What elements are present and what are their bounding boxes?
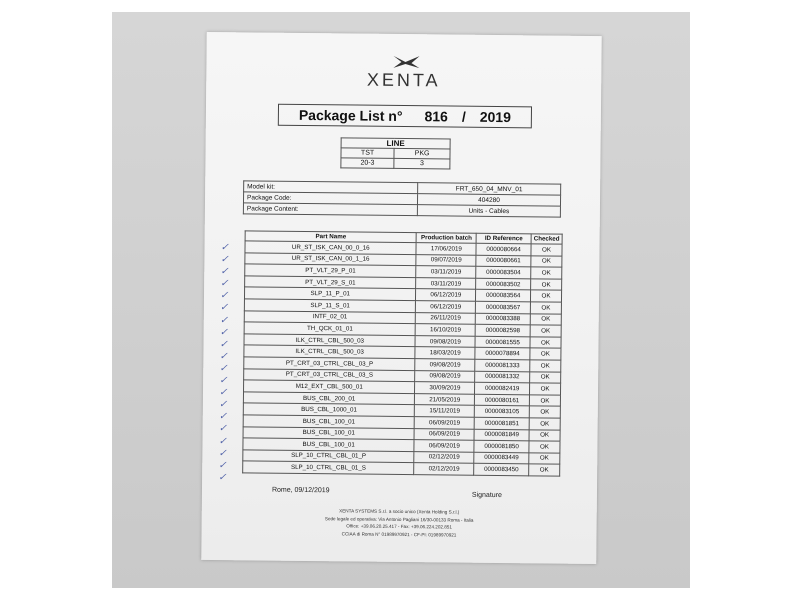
table-cell: 17/06/2019 bbox=[416, 243, 476, 255]
brand-name: XENTA bbox=[366, 69, 441, 91]
table-cell: 0000082419 bbox=[475, 382, 530, 394]
table-cell: TH_QCK_01_01 bbox=[244, 322, 416, 335]
table-cell: BUS_CBL_100_01 bbox=[243, 426, 415, 439]
table-cell: OK bbox=[529, 441, 560, 453]
model-row bbox=[243, 203, 560, 217]
company-info-line: Office: +39.06.20.25.417 - Fax: +39.06.224.202.851 bbox=[346, 523, 452, 530]
check-mark-icon: ✓ bbox=[218, 459, 227, 471]
table-cell: 21/05/2019 bbox=[415, 393, 475, 405]
check-mark-icon: ✓ bbox=[219, 290, 229, 302]
table-cell: INTF_02_01 bbox=[244, 310, 416, 323]
table-cell: SLP_10_CTRL_CBL_01_P bbox=[243, 450, 415, 463]
table-cell: PT_VLT_29_S_01 bbox=[245, 276, 417, 289]
title-slash: / bbox=[461, 108, 466, 125]
table-cell: 06/09/2019 bbox=[414, 428, 474, 440]
table-cell: 0000083105 bbox=[475, 406, 530, 418]
line-col-pkg: PKG bbox=[394, 148, 450, 159]
check-mark-icon: ✓ bbox=[219, 302, 229, 314]
check-mark-icon: ✓ bbox=[219, 350, 228, 363]
parts-column-header: Checked bbox=[531, 234, 562, 244]
line-val-tst: 20-3 bbox=[341, 158, 394, 169]
table-cell: UR_ST_ISK_CAN_00_0_16 bbox=[245, 241, 417, 254]
table-cell: PT_CRT_03_CTRL_CBL_03_S bbox=[244, 368, 416, 381]
check-mark-icon: ✓ bbox=[219, 326, 229, 338]
model-value: FRT_650_04_MNV_01 bbox=[418, 183, 561, 195]
title-number: 816 bbox=[424, 108, 448, 125]
handwritten-check-marks bbox=[218, 242, 243, 482]
table-cell: OK bbox=[530, 313, 561, 325]
table-cell: 26/11/2019 bbox=[416, 312, 476, 324]
table-cell: 06/09/2019 bbox=[414, 440, 474, 452]
table-cell: 09/08/2019 bbox=[415, 359, 475, 371]
table-cell: 0000083567 bbox=[476, 301, 531, 313]
table-cell: OK bbox=[529, 395, 560, 407]
table-cell: 06/09/2019 bbox=[415, 417, 475, 429]
table-cell: BUS_CBL_100_01 bbox=[243, 415, 415, 428]
table-cell: 0000081849 bbox=[474, 429, 529, 441]
table-row bbox=[243, 461, 560, 476]
table-cell: OK bbox=[530, 325, 561, 337]
table-cell: OK bbox=[531, 255, 562, 267]
check-mark-icon: ✓ bbox=[218, 387, 228, 399]
table-cell: 02/12/2019 bbox=[414, 463, 474, 475]
table-cell: ILK_CTRL_CBL_500_03 bbox=[244, 334, 416, 347]
table-cell: 0000081851 bbox=[474, 417, 529, 429]
table-cell: 0000081332 bbox=[475, 371, 530, 383]
table-cell: 06/12/2019 bbox=[416, 301, 476, 313]
table-cell: 0000083502 bbox=[476, 278, 531, 290]
table-cell: OK bbox=[530, 383, 561, 395]
company-info bbox=[201, 506, 596, 540]
table-cell: 0000081555 bbox=[475, 336, 530, 348]
table-cell: 0000081850 bbox=[474, 440, 529, 452]
xenta-logo-icon bbox=[389, 54, 423, 70]
check-mark-icon: ✓ bbox=[219, 363, 228, 375]
table-cell: OK bbox=[529, 418, 560, 430]
model-info-table bbox=[243, 180, 561, 217]
table-cell: OK bbox=[530, 360, 561, 372]
model-value: Units - Cables bbox=[417, 205, 560, 217]
package-list-document bbox=[201, 32, 602, 564]
check-mark-icon: ✓ bbox=[218, 471, 227, 483]
line-col-tst: TST bbox=[341, 148, 394, 159]
table-cell: SLP_10_CTRL_CBL_01_S bbox=[243, 461, 415, 474]
check-mark-icon: ✓ bbox=[220, 242, 229, 254]
table-cell: 0000083504 bbox=[476, 266, 531, 278]
table-cell: BUS_CBL_200_01 bbox=[243, 392, 415, 405]
table-cell: OK bbox=[531, 279, 562, 291]
table-cell: 0000082598 bbox=[475, 324, 530, 336]
parts-table bbox=[242, 230, 563, 476]
table-cell: 18/03/2019 bbox=[415, 347, 475, 359]
table-cell: OK bbox=[529, 406, 560, 418]
table-cell: OK bbox=[529, 429, 560, 441]
line-val-pkg: 3 bbox=[394, 158, 450, 169]
table-cell: 0000083564 bbox=[476, 290, 531, 302]
table-cell: ILK_CTRL_CBL_500_03 bbox=[244, 345, 416, 358]
model-value: 404280 bbox=[417, 194, 560, 206]
model-label: Package Code: bbox=[243, 192, 417, 205]
check-mark-icon: ✓ bbox=[218, 399, 228, 411]
table-cell: M12_EXT_CBL_500_01 bbox=[244, 380, 416, 393]
table-cell: 30/09/2019 bbox=[415, 382, 475, 394]
table-cell: OK bbox=[531, 267, 562, 279]
check-mark-icon: ✓ bbox=[218, 423, 228, 435]
company-info-line: XENTA SYSTEMS S.r.l. a socio unico (Xenta Holding S.r.l.) bbox=[339, 508, 460, 515]
table-cell: OK bbox=[529, 453, 560, 465]
company-info-line: CCIAA di Roma N° 01989970921 - CF-PI: 01989970921 bbox=[341, 530, 457, 538]
table-cell: PT_CRT_03_CTRL_CBL_03_P bbox=[244, 357, 416, 370]
table-cell: OK bbox=[530, 302, 561, 314]
table-cell: BUS_CBL_1000_01 bbox=[243, 403, 415, 416]
table-cell: 15/11/2019 bbox=[415, 405, 475, 417]
line-header: LINE bbox=[341, 138, 450, 149]
model-label: Model kit: bbox=[244, 181, 418, 194]
table-cell: OK bbox=[531, 244, 562, 256]
model-label: Package Content: bbox=[243, 203, 417, 216]
table-cell: 02/12/2019 bbox=[414, 451, 474, 463]
check-mark-icon: ✓ bbox=[219, 314, 229, 326]
check-mark-icon: ✓ bbox=[220, 266, 229, 278]
package-list-title bbox=[278, 104, 532, 129]
signature-label: Signature bbox=[471, 491, 502, 500]
table-cell: 16/10/2019 bbox=[416, 324, 476, 336]
title-year: 2019 bbox=[479, 108, 511, 126]
parts-column-header: Part Name bbox=[245, 231, 417, 243]
table-cell: 0000083450 bbox=[474, 464, 529, 476]
table-cell: OK bbox=[530, 371, 561, 383]
table-cell: UR_ST_ISK_CAN_00_1_16 bbox=[245, 252, 417, 265]
table-cell: OK bbox=[530, 290, 561, 302]
table-cell: 0000083388 bbox=[475, 313, 530, 325]
table-cell: 09/08/2019 bbox=[415, 335, 475, 347]
check-mark-icon: ✓ bbox=[219, 338, 228, 350]
check-mark-icon: ✓ bbox=[218, 411, 228, 423]
table-cell: 0000080661 bbox=[476, 255, 531, 267]
title-label: Package List n° bbox=[298, 106, 403, 125]
parts-column-header: Production batch bbox=[417, 233, 477, 244]
table-cell: OK bbox=[530, 337, 561, 349]
table-cell: 0000083449 bbox=[474, 452, 529, 464]
table-cell: 0000080664 bbox=[476, 243, 531, 255]
table-cell: OK bbox=[530, 348, 561, 360]
place-date: Rome, 09/12/2019 bbox=[271, 486, 330, 495]
parts-column-header: ID Reference bbox=[476, 233, 531, 244]
table-cell: 09/08/2019 bbox=[415, 370, 475, 382]
table-cell: PT_VLT_29_P_01 bbox=[245, 264, 417, 277]
table-cell: 03/11/2019 bbox=[416, 266, 476, 278]
check-mark-icon: ✓ bbox=[220, 278, 229, 290]
table-cell: 0000080161 bbox=[475, 394, 530, 406]
check-mark-icon: ✓ bbox=[218, 435, 227, 447]
table-cell: OK bbox=[529, 464, 560, 476]
table-cell: SLP_11_P_01 bbox=[244, 287, 416, 300]
check-mark-icon: ✓ bbox=[218, 447, 227, 459]
table-cell: SLP_11_S_01 bbox=[244, 299, 416, 312]
table-cell: 09/07/2019 bbox=[416, 254, 476, 266]
line-table bbox=[340, 137, 450, 169]
check-mark-icon: ✓ bbox=[219, 375, 228, 387]
table-cell: 03/11/2019 bbox=[416, 277, 476, 289]
table-cell: BUS_CBL_100_01 bbox=[243, 438, 415, 451]
table-cell: 0000078894 bbox=[475, 348, 530, 360]
table-cell: 0000081333 bbox=[475, 359, 530, 371]
check-mark-icon: ✓ bbox=[220, 254, 229, 266]
company-info-line: Sede legale ed operativa: Via Antonio Pagliani 16/30-00133 Roma - Italia bbox=[324, 515, 474, 523]
table-cell: 06/12/2019 bbox=[416, 289, 476, 301]
